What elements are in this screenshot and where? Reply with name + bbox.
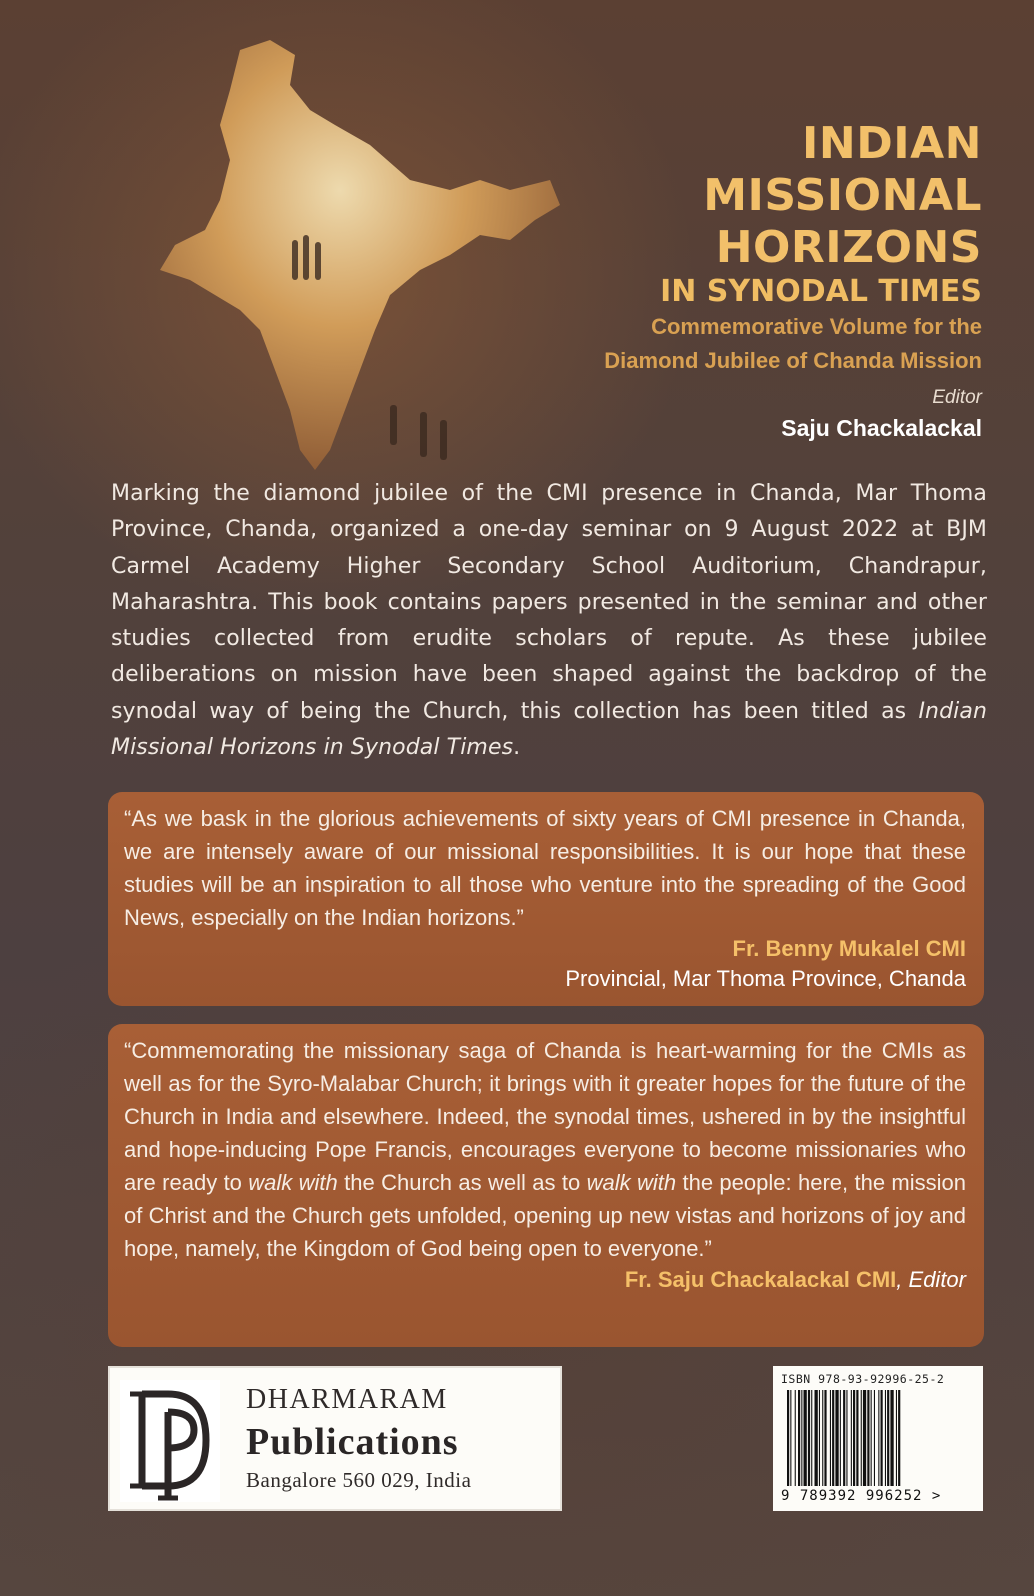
endorsement-quote-provincial (108, 792, 984, 1006)
publisher-address: Bangalore 560 029, India (246, 1468, 472, 1492)
barcode-bar (790, 1390, 791, 1486)
barcode-bar (832, 1390, 834, 1486)
quote-part-3: the people: here, the mission of Christ and the Church gets unfolded, opening up new vistas and horizons of joy and hope, namely, the Kingdom of God being open to everyone.” (124, 1170, 967, 1261)
description-end: . (513, 735, 521, 761)
quote-attribution (124, 1265, 966, 1295)
barcode-bar (846, 1390, 847, 1486)
barcode-bar (843, 1390, 845, 1486)
barcode-bar (824, 1390, 826, 1486)
barcode-bar (885, 1390, 886, 1486)
barcode-bar (871, 1390, 872, 1486)
barcode-bar (804, 1390, 807, 1486)
barcode-bar (878, 1390, 879, 1486)
india-map-cave-illustration (120, 30, 600, 500)
quote-text (124, 1034, 966, 1265)
title-line-3: HORIZONS (715, 222, 982, 273)
quote-author: Fr. Saju Chackalackal CMI (624, 1267, 897, 1292)
description-book-title: Indian Missional Horizons in Synodal Times (111, 698, 987, 761)
barcode-bar (881, 1390, 883, 1486)
barcode-bar (890, 1390, 893, 1486)
quote-text: “As we bask in the glorious achievements of sixty years of CMI presence in Chanda, we are intensely aware of our missional responsibilities. It is our hope that these studies will be an inspiration to all those who venture into the spreading of the Good News, especially on the Indian horizons.” (124, 806, 966, 930)
barcode-icon (785, 1390, 971, 1486)
title-line-1: INDIAN (802, 118, 982, 169)
barcode-bar (835, 1390, 838, 1486)
isbn-barcode-block (773, 1366, 983, 1511)
barcode-bar (815, 1390, 818, 1486)
barcode-bar (801, 1390, 802, 1486)
editor-name: Saju Chackalackal (781, 415, 982, 441)
barcode-bar (853, 1390, 855, 1486)
barcode-bar (795, 1390, 796, 1486)
publisher-logo-block (108, 1366, 562, 1511)
barcode-bar (867, 1390, 869, 1486)
barcode-bar (863, 1390, 866, 1486)
endorsement-quote-editor (108, 1024, 984, 1347)
quote-author-role: Provincial, Mar Thoma Province, Chanda (565, 966, 966, 991)
editor-label: Editor (932, 387, 982, 408)
barcode-bar (896, 1390, 897, 1486)
barcode-bar (819, 1390, 820, 1486)
quote-part-1: “Commemorating the missionary saga of Chanda is heart-warming for the CMIs as well as for the Syro-Malabar Church; it brings with it greater hopes for the future of the Church in India and elsewhere. Indeed, the synodal times, ushered in by the insightful and hope-inducing Pope Francis, encourages everyone to become missionaries who are ready to (124, 1038, 966, 1195)
book-description (111, 476, 987, 766)
description-text: Marking the diamond jubilee of the CMI presence in Chanda, Mar Thoma Province, Chanda, organized a one-day seminar on 9 August 2022 at BJM Carmel Academy Higher Secondary School Auditorium, Chandrapur, Maharashtra. This book contains papers presented in the seminar and other studies collected from erudite scholars of repute. As these jubilee deliberations on mission have been shaped against the backdrop of the synodal way of being the Church, this collection has been titled as (111, 481, 987, 724)
barcode-bar (798, 1390, 800, 1486)
quote-emphasis-1: walk with (248, 1170, 338, 1195)
publisher-imprint: Publications (246, 1421, 459, 1463)
barcode-bar (887, 1390, 889, 1486)
barcode-bar (874, 1390, 875, 1486)
barcode-bar (840, 1390, 841, 1486)
quote-author-role: Editor (908, 1267, 966, 1292)
barcode-bar (851, 1390, 852, 1486)
publisher-name: DHARMARAM (246, 1384, 448, 1415)
barcode-bar (808, 1390, 810, 1486)
tagline-line-1: Commemorative Volume for the (651, 314, 982, 339)
quote-part-2: the Church as well as to (337, 1170, 587, 1195)
barcode-bar (787, 1390, 789, 1486)
barcode-bar (861, 1390, 862, 1486)
barcode-bar (856, 1390, 858, 1486)
barcode-bar (830, 1390, 831, 1486)
barcode-digits: 9 789392 996252 > (781, 1488, 942, 1504)
quote-emphasis-2: walk with (586, 1170, 677, 1195)
barcode-bar (811, 1390, 812, 1486)
quote-author: Fr. Benny Mukalel CMI (732, 936, 966, 961)
title-line-2: MISSIONAL (703, 170, 982, 221)
india-map-shape (160, 40, 560, 470)
dp-monogram-logo (120, 1380, 220, 1502)
isbn-number: ISBN 978-93-92996-25-2 (781, 1372, 945, 1386)
barcode-bar (822, 1390, 823, 1486)
attribution-separator: , (896, 1267, 909, 1292)
title-block (604, 118, 982, 444)
subtitle: IN SYNODAL TIMES (660, 274, 982, 309)
barcode-bar (898, 1390, 900, 1486)
tagline-line-2: Diamond Jubilee of Chanda Mission (604, 348, 982, 373)
